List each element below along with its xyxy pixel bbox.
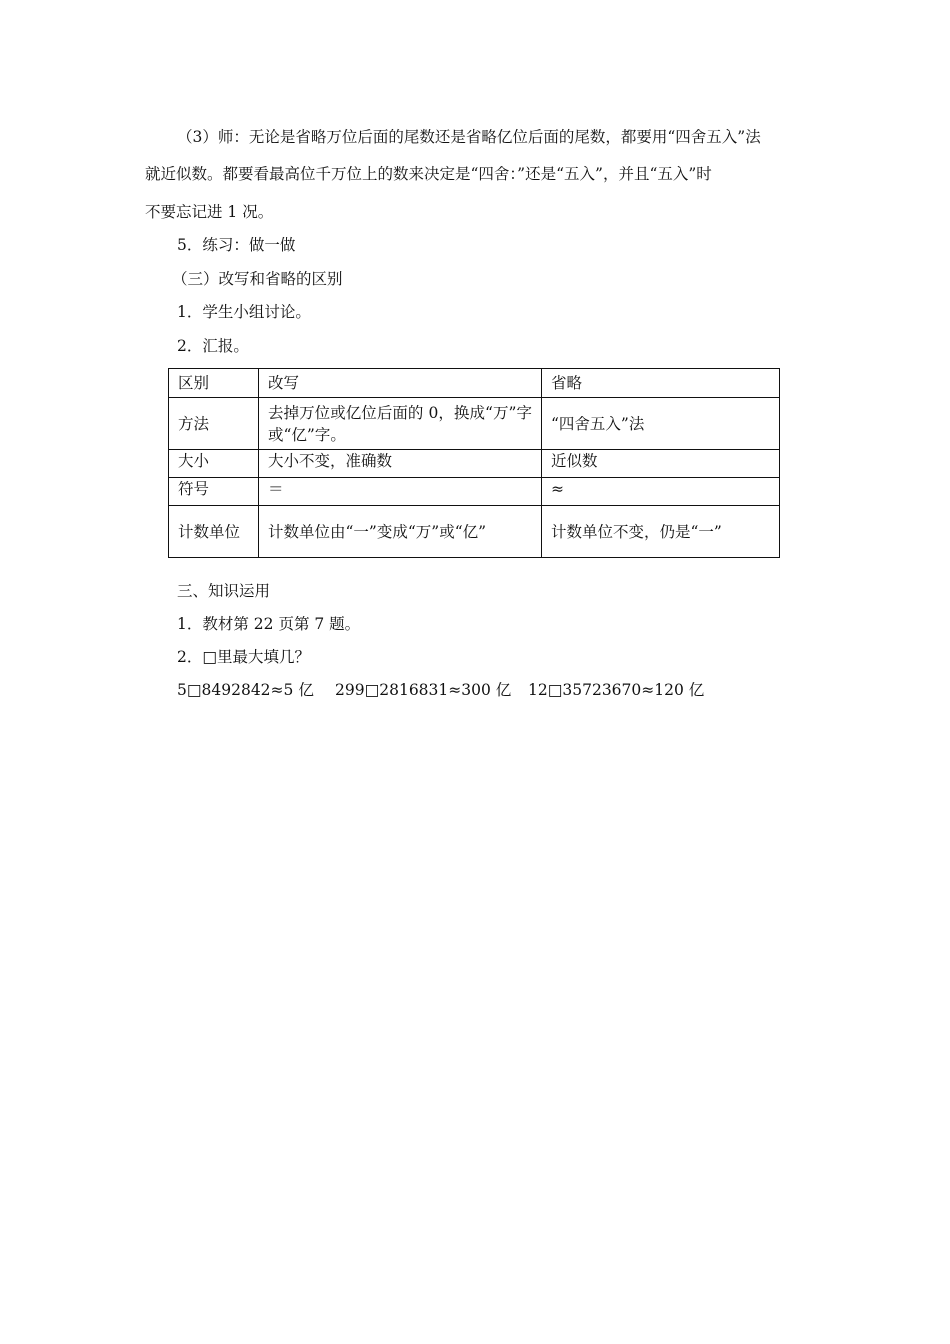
section-subheading: （三）改写和省略的区别 (172, 270, 343, 288)
paragraph-3-line-3: 不要忘记进 1 况。 (145, 203, 274, 221)
section-heading: 三、知识运用 (177, 582, 271, 600)
omit-cell: 计数单位不变，仍是“一” (542, 506, 780, 558)
row-label: 符号 (169, 478, 259, 506)
omit-cell: ≈ (542, 478, 780, 506)
table-row (169, 450, 780, 478)
rewrite-cell: 计数单位由“一”变成“万”或“亿” (259, 506, 542, 558)
table-header-cell: 区别 (169, 369, 259, 398)
row-label: 大小 (169, 450, 259, 478)
rewrite-cell: ＝ (259, 478, 542, 506)
table-row (169, 478, 780, 506)
omit-cell: 近似数 (542, 450, 780, 478)
exercise-expression: 299□2816831≈300 亿 (335, 681, 512, 699)
row-label: 方法 (169, 398, 259, 450)
step-report: 2．汇报。 (177, 337, 249, 355)
exercise-item: 2．□里最大填几？ (177, 648, 311, 666)
paragraph-3-line-1: （3）师：无论是省略万位后面的尾数还是省略亿位后面的尾数，都要用“四舍五入”法 (177, 128, 761, 146)
table-header-cell: 省略 (542, 369, 780, 398)
omit-cell: “四舍五入”法 (542, 398, 780, 450)
table-row (169, 506, 780, 558)
table-header-cell: 改写 (259, 369, 542, 398)
exercise-expression: 5□8492842≈5 亿 (177, 681, 314, 699)
paragraph-3-line-2: 就近似数。都要看最高位千万位上的数来决定是“四舍：”还是“五入”，并且“五入”时 (145, 165, 712, 183)
table-header-row (169, 369, 780, 398)
exercise-item: 1．教材第 22 页第 7 题。 (177, 615, 361, 633)
step-discussion: 1．学生小组讨论。 (177, 303, 311, 321)
exercise-expression: 12□35723670≈120 亿 (528, 681, 705, 699)
table-row (169, 398, 780, 450)
practice-item: 5．练习：做一做 (177, 236, 296, 254)
comparison-table (168, 368, 780, 558)
row-label: 计数单位 (169, 506, 259, 558)
rewrite-cell: 去掉万位或亿位后面的 0，换成“万”字或“亿”字。 (259, 398, 542, 450)
rewrite-cell: 大小不变，准确数 (259, 450, 542, 478)
